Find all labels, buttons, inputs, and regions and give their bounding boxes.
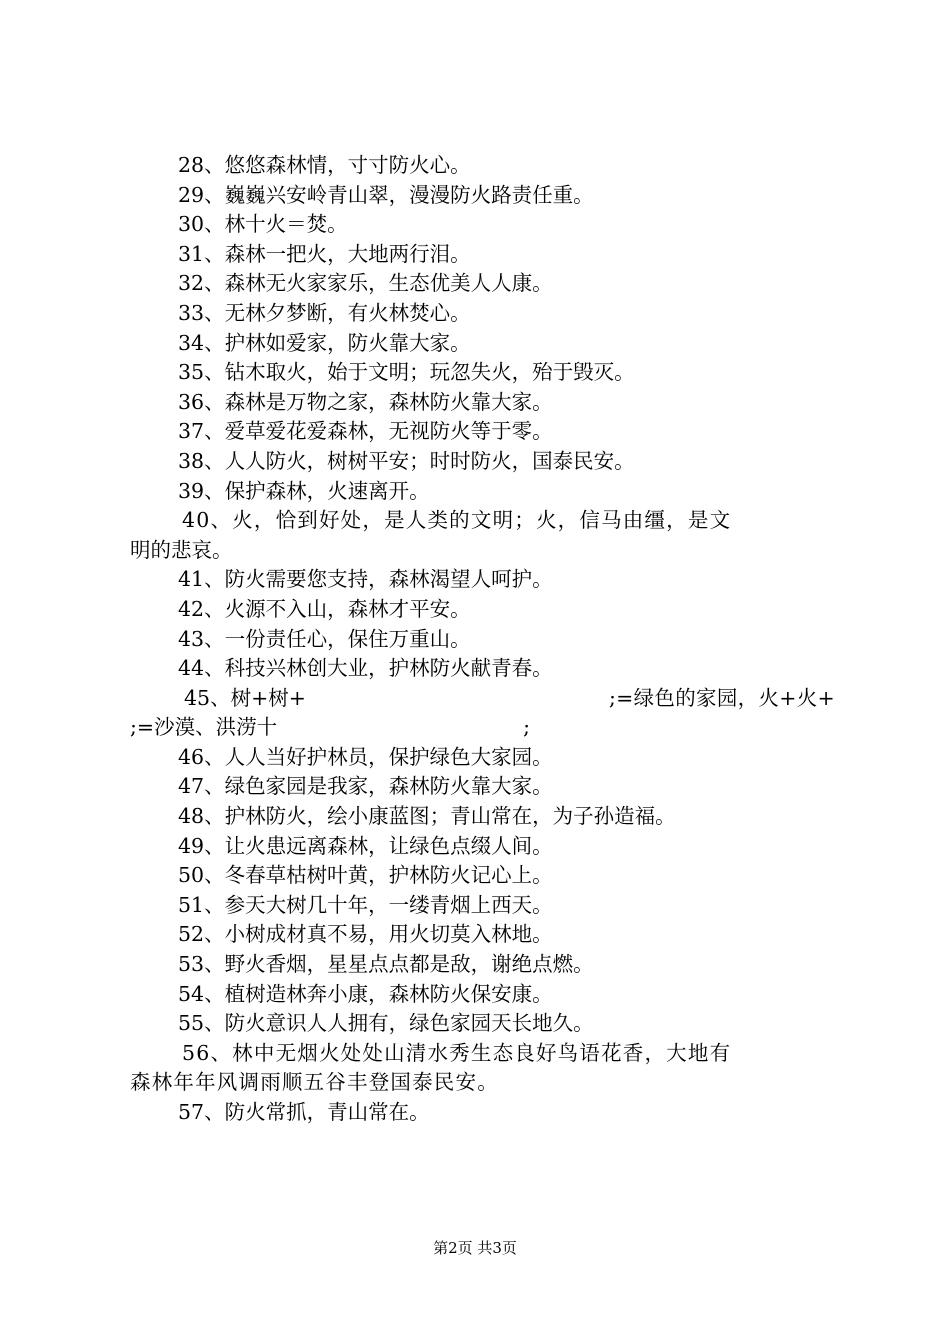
list-item-split [130,684,835,714]
list-item: 28、悠悠森林情，寸寸防火心。 [178,153,471,177]
list-item: 54、植树造林奔小康，森林防火保安康。 [178,981,553,1006]
list-item: 42、火源不入山，森林才平安。 [178,596,471,621]
list-item: 56、林中无烟火处处山清水秀生态良好鸟语花香，大地有 [182,1040,732,1065]
list-item: 41、防火需要您支持，森林渴望人呵护。 [178,567,553,592]
list-item: 38、人人防火，树树平安；时时防火，国泰民安。 [178,448,635,473]
list-item-continuation: 森林年年风调雨顺五谷丰登国泰民安。 [130,1070,499,1095]
page-footer: 第2页 共3页 [433,1239,517,1257]
list-item: 33、无林夕梦断，有火林焚心。 [178,300,471,325]
list-item: 46、人人当好护林员，保护绿色大家园。 [178,744,553,769]
list-item: 35、钻木取火，始于文明；玩忽失火，殆于毁灭。 [178,360,635,385]
list-item: 57、防火常抓，青山常在。 [178,1100,430,1124]
list-item: 43、一份责任心，保住万重山。 [178,626,471,651]
list-item-continuation [130,713,835,743]
list-item: 32、森林无火家家乐，生态优美人人康。 [178,271,553,296]
list-item-continuation: 明的悲哀。 [130,537,233,562]
list-item: 55、防火意识人人拥有，绿色家园天长地久。 [178,1011,594,1036]
list-item: 31、森林一把火，大地两行泪。 [178,241,471,266]
list-item-part: ;=绿色的家园，火+火+ [608,685,835,710]
list-item-part: ;=沙漠、洪涝十 [130,715,278,740]
list-item: 51、参天大树几十年，一缕青烟上西天。 [178,892,553,917]
list-item: 53、野火香烟，星星点点都是敌，谢绝点燃。 [178,952,594,977]
list-item: 52、小树成材真不易，用火切莫入林地。 [178,922,553,947]
list-item-part: 45、树+树+ [184,685,306,710]
list-item: 48、护林防火，绘小康蓝图；青山常在，为子孙造福。 [178,804,676,829]
list-item: 39、保护森林，火速离开。 [178,478,430,503]
list-item: 50、冬春草枯树叶黄，护林防火记心上。 [178,863,553,888]
list-item: 44、科技兴林创大业，护林防火献青春。 [178,656,553,681]
list-item: 47、绿色家园是我家，森林防火靠大家。 [178,774,553,799]
list-item: 37、爱草爱花爱森林，无视防火等于零。 [178,419,553,444]
list-item: 49、让火患远离森林，让绿色点缀人间。 [178,833,553,858]
list-item: 40、火，恰到好处，是人类的文明；火，信马由缰，是文 [182,508,732,533]
list-item: 36、森林是万物之家，森林防火靠大家。 [178,389,553,414]
list-item: 30、林十火＝焚。 [178,212,348,237]
list-item-part: ; [523,715,531,740]
slogan-list [130,151,835,1128]
list-item: 34、护林如爱家，防火靠大家。 [178,330,471,355]
list-item: 29、巍巍兴安岭青山翠，漫漫防火路责任重。 [178,182,594,207]
